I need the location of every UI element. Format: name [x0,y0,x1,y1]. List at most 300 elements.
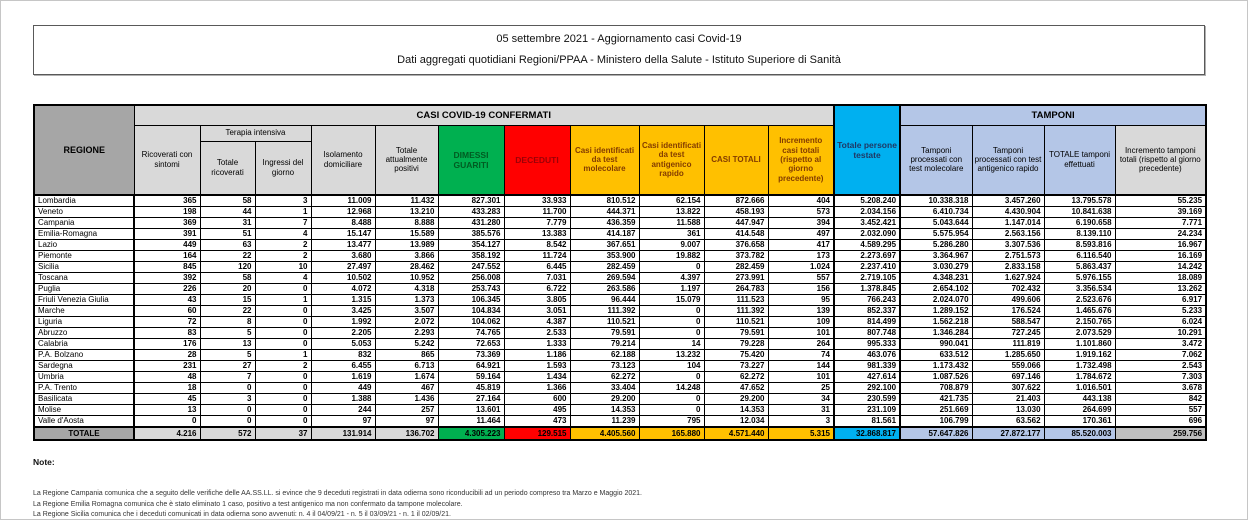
value-cell: 14.242 [1115,262,1206,273]
col-header-incremento-tamponi: Incremento tamponi totali (rispetto al giorno precedente) [1115,125,1206,195]
value-cell: 449 [134,240,200,251]
table-row [34,251,1206,262]
value-cell: 97 [375,416,438,428]
value-cell: 7.779 [504,218,570,229]
col-header-persone-testate: Totale persone testate [834,105,900,195]
value-cell: 5.043.644 [900,218,972,229]
value-cell: 5 [200,328,255,339]
total-value-cell: 57.647.826 [900,427,972,440]
value-cell: 63.562 [972,416,1044,428]
table-row [34,218,1206,229]
value-cell: 8 [200,317,255,328]
value-cell: 1.992 [311,317,375,328]
value-cell: 13.232 [639,350,704,361]
value-cell: 269.594 [570,273,639,284]
value-cell: 417 [768,240,834,251]
value-cell: 75.420 [704,350,768,361]
col-header-isolamento-domiciliare: Isolamento domiciliare [311,125,375,195]
value-cell: 47.652 [704,383,768,394]
value-cell: 28.462 [375,262,438,273]
value-cell: 3.356.534 [1044,284,1115,295]
value-cell: 173 [768,251,834,262]
value-cell: 22 [200,306,255,317]
table-row [34,317,1206,328]
value-cell: 14.248 [639,383,704,394]
value-cell: 101 [768,328,834,339]
total-value-cell: 136.702 [375,427,438,440]
value-cell: 10.338.318 [900,195,972,207]
value-cell: 3.507 [375,306,438,317]
value-cell: 111.819 [972,339,1044,350]
region-cell: Campania [34,218,134,229]
total-value-cell: 4.216 [134,427,200,440]
group-header-terapia-intensiva: Terapia intensiva [200,125,311,141]
value-cell: 414.548 [704,229,768,240]
value-cell: 0 [255,416,311,428]
value-cell: 2.533 [504,328,570,339]
col-header-ricoverati-con-sintomi: Ricoverati con sintomi [134,125,200,195]
value-cell: 13.989 [375,240,438,251]
total-value-cell: 27.872.177 [972,427,1044,440]
col-header-tamponi-antigenico: Tamponi processati con test antigenico rapido [972,125,1044,195]
value-cell: 97 [311,416,375,428]
value-cell: 7 [255,218,311,229]
value-cell: 15 [200,295,255,306]
value-cell: 573 [768,207,834,218]
value-cell: 995.333 [834,339,900,350]
value-cell: 1.289.152 [900,306,972,317]
value-cell: 33.933 [504,195,570,207]
table-row [34,306,1206,317]
value-cell: 4 [255,229,311,240]
value-cell: 79.591 [570,328,639,339]
value-cell: 0 [255,328,311,339]
value-cell: 5.286.280 [900,240,972,251]
value-cell: 39.169 [1115,207,1206,218]
region-cell: Sardegna [34,361,134,372]
value-cell: 45.819 [438,383,504,394]
value-cell: 10 [255,262,311,273]
value-cell: 6.410.734 [900,207,972,218]
value-cell: 34 [768,394,834,405]
value-cell: 257 [375,405,438,416]
value-cell: 2.073.529 [1044,328,1115,339]
value-cell: 12.034 [704,416,768,428]
value-cell: 981.339 [834,361,900,372]
total-value-cell: 5.315 [768,427,834,440]
value-cell: 111.392 [704,306,768,317]
col-header-casi-test-molecolare: Casi identificati da test molecolare [570,125,639,195]
value-cell: 865 [375,350,438,361]
value-cell: 1.101.860 [1044,339,1115,350]
value-cell: 282.459 [704,262,768,273]
value-cell: 2.833.158 [972,262,1044,273]
table-row [34,339,1206,350]
value-cell: 251.669 [900,405,972,416]
region-cell: Abruzzo [34,328,134,339]
value-cell: 1.465.676 [1044,306,1115,317]
value-cell: 72 [134,317,200,328]
value-cell: 62.188 [570,350,639,361]
value-cell: 0 [255,394,311,405]
col-header-dimessi-guariti: DIMESSI GUARITI [438,125,504,195]
value-cell: 231 [134,361,200,372]
value-cell: 51 [200,229,255,240]
value-cell: 559.066 [972,361,1044,372]
value-cell: 15.589 [375,229,438,240]
value-cell: 702.432 [972,284,1044,295]
value-cell: 14.353 [570,405,639,416]
value-cell: 1.434 [504,372,570,383]
value-cell: 2.024.070 [900,295,972,306]
value-cell: 2.293 [375,328,438,339]
value-cell: 827.301 [438,195,504,207]
value-cell: 2.543 [1115,361,1206,372]
value-cell: 4.072 [311,284,375,295]
value-cell: 31 [200,218,255,229]
value-cell: 1.016.501 [1044,383,1115,394]
value-cell: 1.627.924 [972,273,1044,284]
value-cell: 497 [768,229,834,240]
value-cell: 463.076 [834,350,900,361]
value-cell: 1 [255,350,311,361]
value-cell: 2.072 [375,317,438,328]
value-cell: 13.030 [972,405,1044,416]
value-cell: 633.512 [900,350,972,361]
table-header [34,105,1206,195]
value-cell: 73.369 [438,350,504,361]
value-cell: 5.575.954 [900,229,972,240]
region-cell: Veneto [34,207,134,218]
value-cell: 431.280 [438,218,504,229]
table-row [34,273,1206,284]
value-cell: 120 [200,262,255,273]
value-cell: 176.524 [972,306,1044,317]
value-cell: 0 [639,328,704,339]
value-cell: 697.146 [972,372,1044,383]
value-cell: 307.622 [972,383,1044,394]
value-cell: 2.034.156 [834,207,900,218]
value-cell: 83 [134,328,200,339]
value-cell: 18 [134,383,200,394]
region-cell: Emilia-Romagna [34,229,134,240]
table-row [34,372,1206,383]
region-cell: Liguria [34,317,134,328]
value-cell: 1.674 [375,372,438,383]
value-cell: 11.700 [504,207,570,218]
value-cell: 358.192 [438,251,504,262]
value-cell: 109 [768,317,834,328]
value-cell: 385.576 [438,229,504,240]
value-cell: 353.900 [570,251,639,262]
value-cell: 273.991 [704,273,768,284]
total-value-cell: 85.520.003 [1044,427,1115,440]
value-cell: 144 [768,361,834,372]
value-cell: 3.452.421 [834,218,900,229]
value-cell: 247.552 [438,262,504,273]
value-cell: 0 [639,372,704,383]
total-value-cell: 129.515 [504,427,570,440]
value-cell: 1.147.014 [972,218,1044,229]
value-cell: 244 [311,405,375,416]
value-cell: 11.724 [504,251,570,262]
value-cell: 0 [200,405,255,416]
value-cell: 263.586 [570,284,639,295]
value-cell: 15.147 [311,229,375,240]
group-header-casi-confermati: CASI COVID-19 CONFERMATI [134,105,834,125]
value-cell: 13.795.578 [1044,195,1115,207]
value-cell: 12.968 [311,207,375,218]
value-cell: 0 [255,372,311,383]
value-cell: 5.863.437 [1044,262,1115,273]
value-cell: 495 [504,405,570,416]
value-cell: 104 [639,361,704,372]
region-cell: Piemonte [34,251,134,262]
value-cell: 104.062 [438,317,504,328]
value-cell: 110.521 [570,317,639,328]
region-cell: Calabria [34,339,134,350]
covid-table-body [34,195,1206,440]
value-cell: 449 [311,383,375,394]
header-group-row [34,105,1206,125]
table-row [34,416,1206,428]
value-cell: 3.364.967 [900,251,972,262]
value-cell: 0 [255,405,311,416]
value-cell: 810.512 [570,195,639,207]
notes-section [33,457,1205,521]
value-cell: 3.307.536 [972,240,1044,251]
value-cell: 369 [134,218,200,229]
value-cell: 48 [134,372,200,383]
value-cell: 842 [1115,394,1206,405]
value-cell: 421.735 [900,394,972,405]
value-cell: 1.373 [375,295,438,306]
value-cell: 6.917 [1115,295,1206,306]
value-cell: 1.346.284 [900,328,972,339]
value-cell: 25 [768,383,834,394]
table-row [34,328,1206,339]
value-cell: 176 [134,339,200,350]
value-cell: 1.593 [504,361,570,372]
value-cell: 0 [200,383,255,394]
value-cell: 74 [768,350,834,361]
value-cell: 391 [134,229,200,240]
value-cell: 365 [134,195,200,207]
header-sub-row [34,125,1206,141]
table-row [34,295,1206,306]
value-cell: 29.200 [704,394,768,405]
group-header-tamponi: TAMPONI [900,105,1206,125]
value-cell: 394 [768,218,834,229]
value-cell: 0 [639,262,704,273]
value-cell: 111.392 [570,306,639,317]
value-cell: 1 [255,207,311,218]
value-cell: 13 [134,405,200,416]
value-cell: 7.031 [504,273,570,284]
table-row [34,240,1206,251]
value-cell: 0 [639,405,704,416]
value-cell: 106.345 [438,295,504,306]
value-cell: 8.593.816 [1044,240,1115,251]
value-cell: 6.445 [504,262,570,273]
value-cell: 0 [639,317,704,328]
value-cell: 2.719.105 [834,273,900,284]
value-cell: 13 [200,339,255,350]
value-cell: 414.187 [570,229,639,240]
value-cell: 13.210 [375,207,438,218]
value-cell: 1.562.218 [900,317,972,328]
value-cell: 807.748 [834,328,900,339]
value-cell: 499.606 [972,295,1044,306]
value-cell: 852.337 [834,306,900,317]
value-cell: 164 [134,251,200,262]
value-cell: 1.186 [504,350,570,361]
value-cell: 7 [200,372,255,383]
total-value-cell: 572 [200,427,255,440]
total-value-cell: 4.405.560 [570,427,639,440]
report-title-line1: 05 settembre 2021 - Aggiornamento casi Covid-19 [496,33,742,45]
value-cell: 6.722 [504,284,570,295]
value-cell: 226 [134,284,200,295]
total-label-cell: TOTALE [34,427,134,440]
value-cell: 3 [255,195,311,207]
value-cell: 354.127 [438,240,504,251]
value-cell: 10.841.638 [1044,207,1115,218]
value-cell: 3.805 [504,295,570,306]
value-cell: 6.024 [1115,317,1206,328]
region-cell: P.A. Bolzano [34,350,134,361]
value-cell: 4.589.295 [834,240,900,251]
value-cell: 3.678 [1115,383,1206,394]
value-cell: 467 [375,383,438,394]
value-cell: 0 [134,416,200,428]
note-line: La Regione Sicilia comunica che i deceduti comunicati in data odierna sono avvenuti: n. 4 il 04/09/21 - n. 5 il 03/09/21 - n. 1 il 02/09/21. [33,511,451,518]
region-cell: Valle d'Aosta [34,416,134,428]
value-cell: 256.008 [438,273,504,284]
value-cell: 2.032.090 [834,229,900,240]
value-cell: 62.272 [704,372,768,383]
value-cell: 832 [311,350,375,361]
value-cell: 361 [639,229,704,240]
value-cell: 1.919.162 [1044,350,1115,361]
value-cell: 28 [134,350,200,361]
value-cell: 814.499 [834,317,900,328]
value-cell: 282.459 [570,262,639,273]
total-value-cell: 259.756 [1115,427,1206,440]
value-cell: 95 [768,295,834,306]
value-cell: 0 [255,284,311,295]
value-cell: 4.430.904 [972,207,1044,218]
value-cell: 2.205 [311,328,375,339]
value-cell: 292.100 [834,383,900,394]
value-cell: 33.404 [570,383,639,394]
value-cell: 27.164 [438,394,504,405]
value-cell: 1.173.432 [900,361,972,372]
value-cell: 600 [504,394,570,405]
value-cell: 708.879 [900,383,972,394]
total-row [34,427,1206,440]
value-cell: 5.208.240 [834,195,900,207]
value-cell: 11.588 [639,218,704,229]
value-cell: 1.024 [768,262,834,273]
value-cell: 11.239 [570,416,639,428]
value-cell: 198 [134,207,200,218]
table-row [34,284,1206,295]
col-header-casi-test-antigenico: Casi identificati da test antigenico rapido [639,125,704,195]
value-cell: 62.154 [639,195,704,207]
value-cell: 29.200 [570,394,639,405]
value-cell: 74.765 [438,328,504,339]
value-cell: 10.291 [1115,328,1206,339]
region-cell: Sicilia [34,262,134,273]
col-header-deceduti: DECEDUTI [504,125,570,195]
value-cell: 62.272 [570,372,639,383]
region-cell: Puglia [34,284,134,295]
value-cell: 845 [134,262,200,273]
value-cell: 8.888 [375,218,438,229]
value-cell: 4.348.231 [900,273,972,284]
value-cell: 1.378.845 [834,284,900,295]
value-cell: 367.651 [570,240,639,251]
report-title-line2: Dati aggregati quotidiani Regioni/PPAA - Ministero della Salute - Istituto Superiore di Sanità [397,54,841,66]
value-cell: 8.488 [311,218,375,229]
value-cell: 8.139.110 [1044,229,1115,240]
table-row [34,394,1206,405]
value-cell: 264.783 [704,284,768,295]
value-cell: 0 [639,306,704,317]
value-cell: 73.123 [570,361,639,372]
region-cell: Umbria [34,372,134,383]
value-cell: 79.228 [704,339,768,350]
table-row [34,207,1206,218]
value-cell: 473 [504,416,570,428]
value-cell: 3.866 [375,251,438,262]
value-cell: 1.784.672 [1044,372,1115,383]
value-cell: 2.654.102 [900,284,972,295]
value-cell: 104.834 [438,306,504,317]
value-cell: 3 [200,394,255,405]
value-cell: 59.164 [438,372,504,383]
value-cell: 557 [768,273,834,284]
value-cell: 19.882 [639,251,704,262]
value-cell: 3.425 [311,306,375,317]
value-cell: 13.262 [1115,284,1206,295]
value-cell: 43 [134,295,200,306]
value-cell: 44 [200,207,255,218]
value-cell: 3 [768,416,834,428]
value-cell: 392 [134,273,200,284]
value-cell: 55.235 [1115,195,1206,207]
value-cell: 11.464 [438,416,504,428]
value-cell: 5.053 [311,339,375,350]
value-cell: 2.273.697 [834,251,900,262]
value-cell: 9.007 [639,240,704,251]
region-cell: P.A. Trento [34,383,134,394]
value-cell: 139 [768,306,834,317]
value-cell: 101 [768,372,834,383]
value-cell: 60 [134,306,200,317]
value-cell: 73.227 [704,361,768,372]
col-header-incremento-casi: Incremento casi totali (rispetto al giorno precedente) [768,125,834,195]
region-cell: Molise [34,405,134,416]
value-cell: 7.303 [1115,372,1206,383]
value-cell: 58 [200,273,255,284]
value-cell: 4.387 [504,317,570,328]
value-cell: 3.457.260 [972,195,1044,207]
value-cell: 2 [255,240,311,251]
value-cell: 0 [255,317,311,328]
value-cell: 5.233 [1115,306,1206,317]
